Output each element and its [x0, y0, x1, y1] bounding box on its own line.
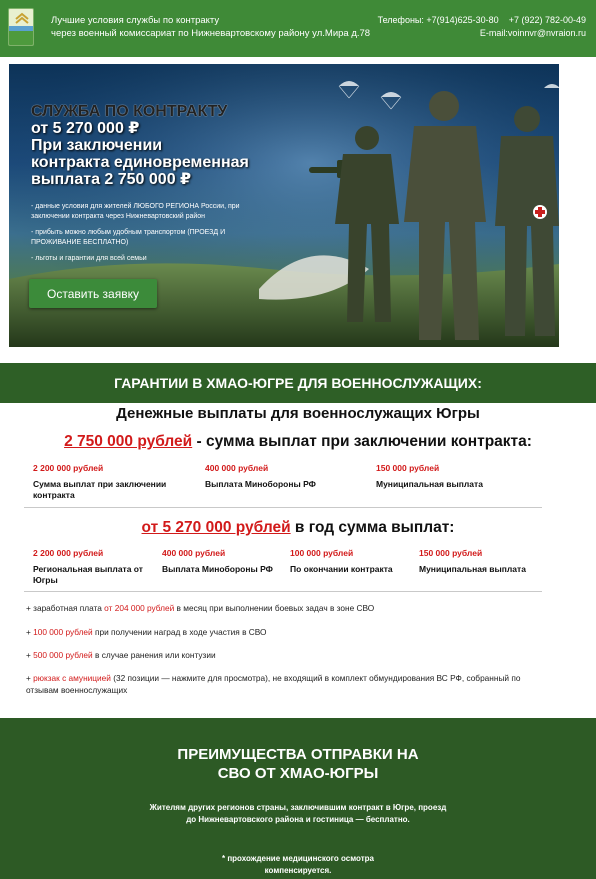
hero-title-line2: от 5 270 000 ₽ [31, 120, 140, 137]
payment-label: Муниципальная выплата [376, 479, 483, 489]
payment-item [205, 463, 365, 490]
hero-bullets [31, 202, 276, 270]
hero-title-line5: выплата 2 750 000 ₽ [31, 171, 192, 188]
advantages-section [0, 718, 596, 879]
payment-amount: 2 200 000 рублей [33, 548, 104, 558]
annual-sum-heading [0, 519, 596, 537]
district-emblem-icon [8, 8, 34, 46]
hero-title-line1: СЛУЖБА ПО КОНТРАКТУ [31, 103, 228, 120]
benefit-backpack: + рюкзак с амуницией (32 позиции — нажмите для просмотра), не входящий в комплект обмундирования ВС РФ, собранный по отзывам военнослужащих [26, 673, 521, 695]
payment-amount: 400 000 рублей [205, 463, 269, 473]
payment-amount: 400 000 рублей [162, 548, 226, 558]
payment-amount: 150 000 рублей [419, 548, 483, 558]
hero-title-line3: При заключении [31, 137, 163, 154]
payment-label: Региональная выплата от Югры [33, 564, 143, 585]
guarantees-band: ГАРАНТИИ В ХМАО-ЮГРЕ ДЛЯ ВОЕННОСЛУЖАЩИХ: [0, 363, 596, 403]
phone-1[interactable]: Телефоны: +7(914)625-30-80 [377, 15, 499, 25]
advantages-travel-note: Жителям других регионов страны, заключившим контракт в Югре, проезд до Нижневартовского района и гостиница — бесплатно. [149, 803, 447, 824]
phone-2[interactable]: +7 (922) 782-00-49 [508, 15, 586, 25]
payment-label: Сумма выплат при заключении контракта [33, 479, 167, 500]
top-header [0, 0, 596, 57]
payment-amount: 2 200 000 рублей [33, 463, 104, 473]
hero-title [31, 103, 351, 188]
payment-label: По окончании контракта [290, 564, 393, 574]
hero-bullet: - прибыть можно любым удобным транспортом (ПРОЕЗД И ПРОЖИВАНИЕ БЕСПЛАТНО) [31, 229, 226, 246]
backpack-link[interactable]: рюкзак с амуницией [33, 673, 111, 683]
payment-label: Муниципальная выплата [419, 564, 526, 574]
benefit-injury: + 500 000 рублей в случае ранения или контузии [26, 650, 216, 660]
annual-sum-amount: от 5 270 000 рублей [141, 519, 291, 536]
payment-item [419, 548, 539, 575]
divider [24, 591, 542, 592]
payments-subtitle: Денежные выплаты для военнослужащих Югры [116, 405, 480, 422]
header-contacts [378, 14, 586, 40]
payment-item [376, 463, 536, 490]
payment-item [33, 463, 193, 501]
payment-item [290, 548, 410, 575]
header-line2: через военный комиссариат по Нижневартовскому району ул.Мира д.78 [51, 28, 371, 39]
contract-sum-text: - сумма выплат при заключении контракта: [192, 433, 532, 450]
benefit-awards: + 100 000 рублей при получении наград в ходе участия в СВО [26, 627, 267, 637]
contract-sum-heading [0, 433, 596, 451]
advantages-title: ПРЕИМУЩЕСТВА ОТПРАВКИ НА СВО ОТ ХМАО-ЮГРЫ [177, 746, 419, 782]
advantages-medical-note: * прохождение медицинского осмотра компенсируется. [222, 854, 374, 875]
submit-application-button[interactable]: Оставить заявку [29, 279, 157, 308]
payment-amount: 150 000 рублей [376, 463, 440, 473]
hero-banner [9, 64, 559, 347]
payment-item [162, 548, 282, 575]
header-description [51, 14, 370, 40]
benefit-salary: + заработная плата от 204 000 рублей в месяц при выполнении боевых задач в зоне СВО [26, 603, 375, 613]
payment-amount: 100 000 рублей [290, 548, 354, 558]
hero-bullet: - льготы и гарантии для всей семьи [31, 255, 147, 262]
hero-title-line4: контракта единовременная [31, 154, 249, 171]
payment-label: Выплата Минобороны РФ [162, 564, 273, 574]
hero-bullet: - данные условия для жителей ЛЮБОГО РЕГИОНА России, при заключении контракта через Нижневартовский район [31, 203, 240, 220]
divider [24, 507, 542, 508]
annual-sum-text: в год сумма выплат: [290, 519, 455, 536]
email-link[interactable]: E-mail:voinnvr@nvraion.ru [479, 28, 586, 38]
payment-label: Выплата Минобороны РФ [205, 479, 316, 489]
contract-sum-amount: 2 750 000 рублей [64, 433, 193, 450]
payment-item [33, 548, 153, 586]
header-line1: Лучшие условия службы по контракту [51, 15, 220, 26]
